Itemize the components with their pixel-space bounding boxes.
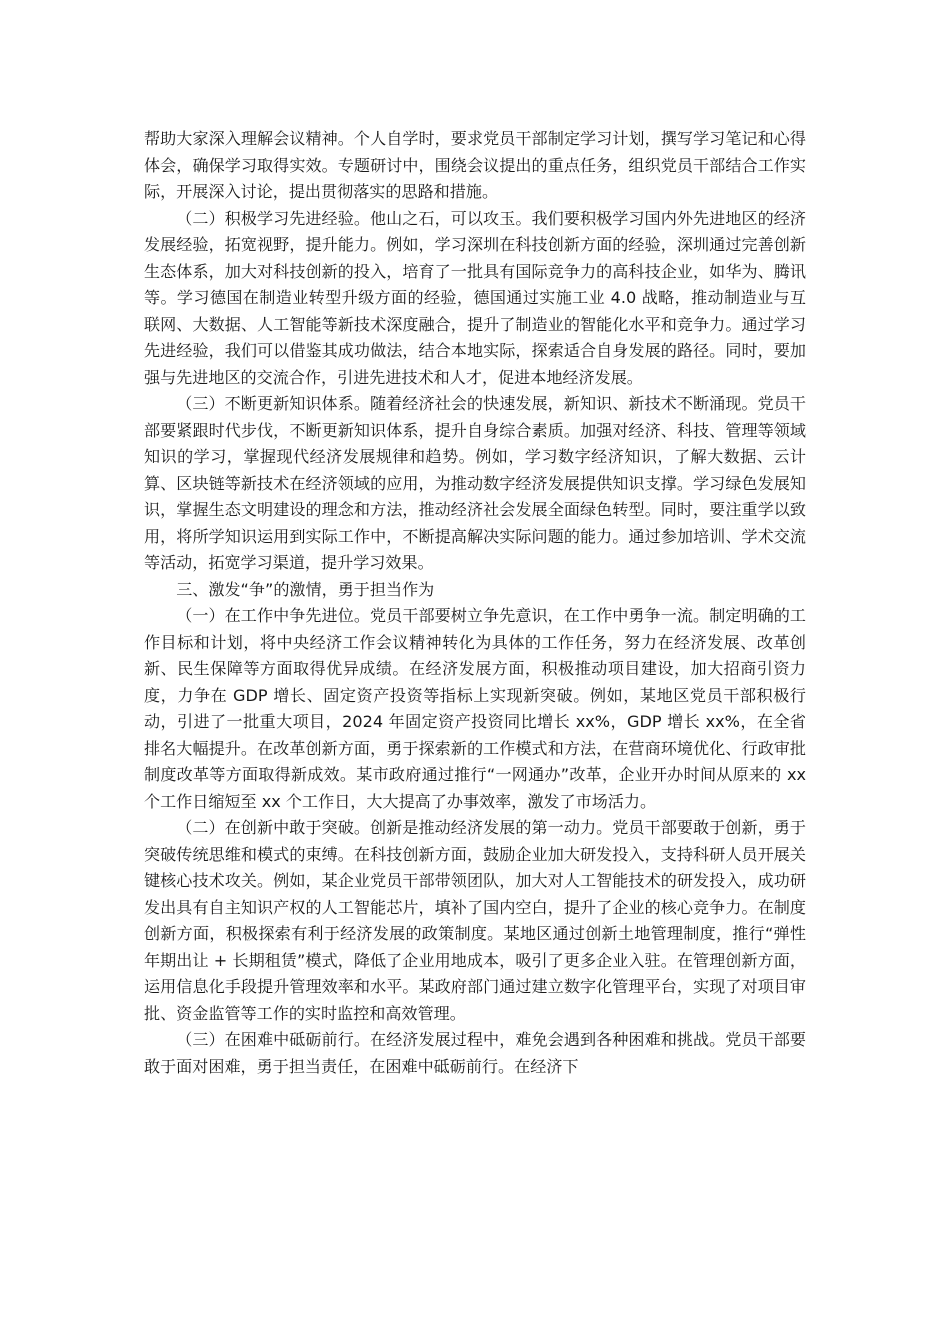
- paragraph-overcome-difficulties: （三）在困难中砥砺前行。在经济发展过程中，难免会遇到各种困难和挑战。党员干部要敢于面对困难，勇于担当责任，在困难中砥砺前行。在经济下: [144, 1030, 806, 1076]
- paragraph-strive-at-work: （一）在工作中争先进位。党员干部要树立争先意识，在工作中勇争一流。制定明确的工作目标和计划，将中央经济工作会议精神转化为具体的工作任务，努力在经济发展、改革创新、民生保障等方面取得优异成绩。在经济发展方面，积极推动项目建设，加大招商引资力度，力争在 GDP 增长、固定资产投资等指标上实现新突破。例如，某地区党员干部积极行动，引进了一批重大项目，2024 年固定资产投资同比增长 xx%，GDP 增长 xx%，在全省排名大幅提升。在改革创新方面，勇于探索新的工作模式和方法，在营商环境优化、行政审批制度改革等方面取得新成效。某市政府通过推行“一网通办”改革，企业开办时间从原来的 xx 个工作日缩短至 xx 个工作日，大大提高了办事效率，激发了市场活力。: [144, 606, 806, 811]
- section-heading-three: 三、激发“争”的激情，勇于担当作为: [176, 579, 435, 599]
- document-page: [144, 126, 806, 1080]
- paragraph-innovation-breakthrough: （二）在创新中敢于突破。创新是推动经济发展的第一动力。党员干部要敢于创新，勇于突破传统思维和模式的束缚。在科技创新方面，鼓励企业加大研发投入，支持科研人员开展关键核心技术攻关。例如，某企业党员干部带领团队，加大对人工智能技术的研发投入，成功研发出具有自主知识产权的人工智能芯片，填补了国内空白，提升了企业的核心竞争力。在制度创新方面，积极探索有利于经济发展的政策制度。某地区通过创新土地管理制度，推行“弹性年期出让 + 长期租赁”模式，降低了企业用地成本，吸引了更多企业入驻。在管理创新方面，运用信息化手段提升管理效率和水平。某政府部门通过建立数字化管理平台，实现了对项目审批、资金监管等工作的实时监控和高效管理。: [144, 818, 806, 1023]
- paragraph-update-knowledge: （三）不断更新知识体系。随着经济社会的快速发展，新知识、新技术不断涌现。党员干部要紧跟时代步伐，不断更新知识体系，提升自身综合素质。加强对经济、科技、管理等领域知识的学习，掌握现代经济发展规律和趋势。例如，学习数字经济知识，了解大数据、云计算、区块链等新技术在经济领域的应用，为推动数字经济发展提供知识支撑。学习绿色发展知识，掌握生态文明建设的理念和方法，推动经济社会发展全面绿色转型。同时，要注重学以致用，将所学知识运用到实际工作中，不断提高解决实际问题的能力。通过参加培训、学术交流等活动，拓宽学习渠道，提升学习效果。: [144, 394, 806, 572]
- paragraph-learn-advanced-experience: （二）积极学习先进经验。他山之石，可以攻玉。我们要积极学习国内外先进地区的经济发展经验，拓宽视野，提升能力。例如，学习深圳在科技创新方面的经验，深圳通过完善创新生态体系，加大对科技创新的投入，培育了一批具有国际竞争力的高科技企业，如华为、腾讯等。学习德国在制造业转型升级方面的经验，德国通过实施工业 4.0 战略，推动制造业与互联网、大数据、人工智能等新技术深度融合，提升了制造业的智能化水平和竞争力。通过学习先进经验，我们可以借鉴其成功做法，结合本地实际，探索适合自身发展的路径。同时，要加强与先进地区的交流合作，引进先进技术和人才，促进本地经济发展。: [144, 208, 806, 387]
- paragraph-intro-continuation: 帮助大家深入理解会议精神。个人自学时，要求党员干部制定学习计划，撰写学习笔记和心得体会，确保学习取得实效。专题研讨中，围绕会议提出的重点任务，组织党员干部结合工作实际，开展深入讨论，提出贯彻落实的思路和措施。: [144, 129, 806, 201]
